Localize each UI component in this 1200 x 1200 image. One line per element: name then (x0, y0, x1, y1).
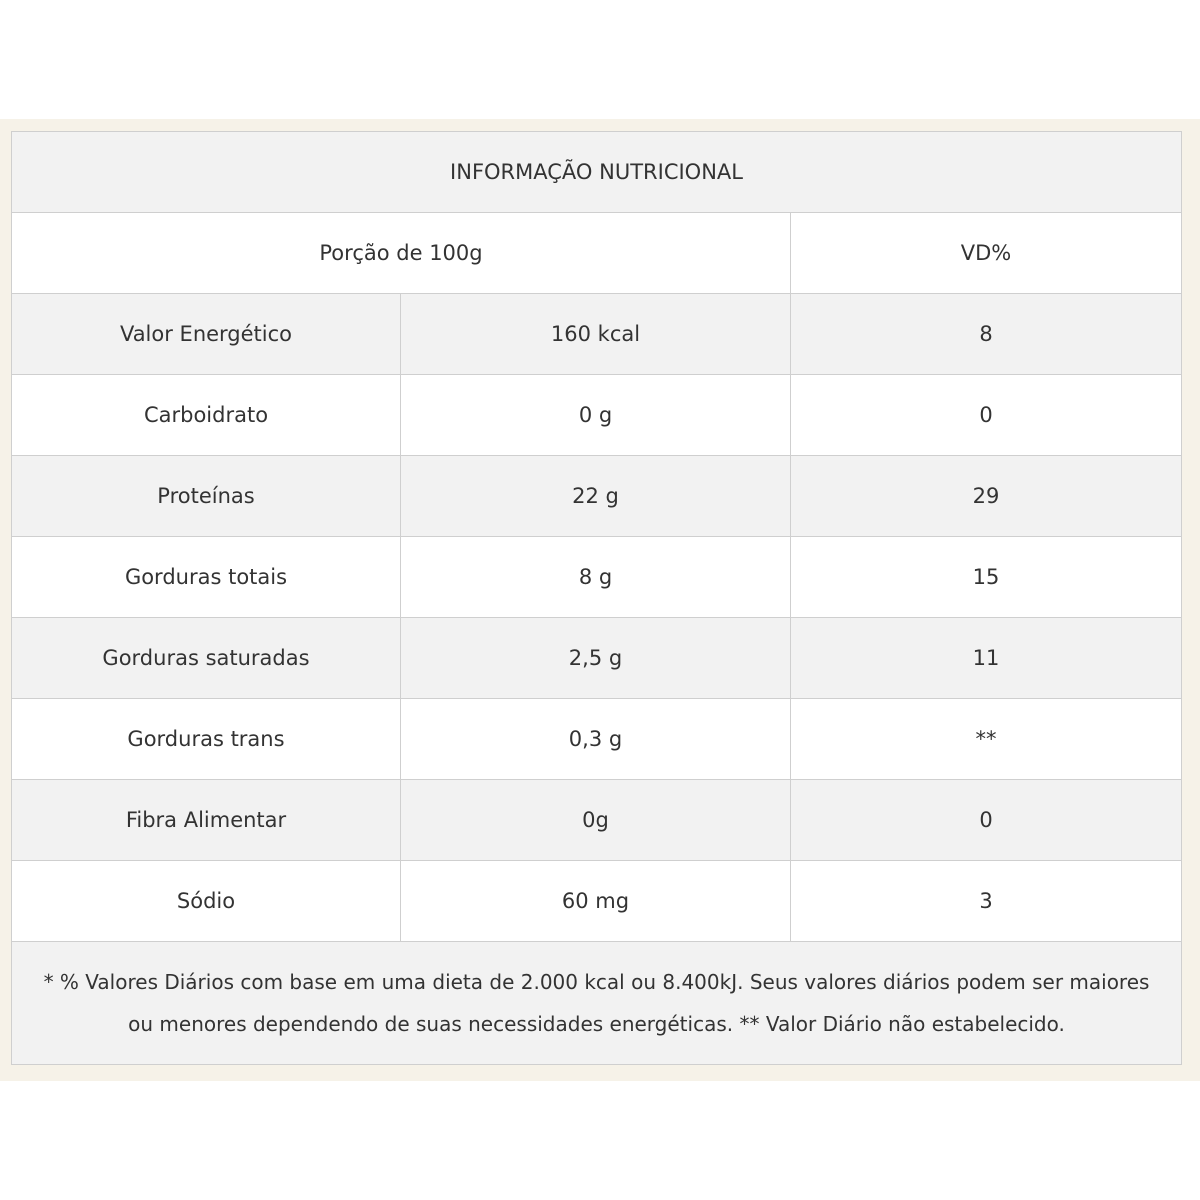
nutrient-vd: 0 (791, 375, 1182, 456)
nutrient-name: Valor Energético (12, 294, 401, 375)
header-row (12, 213, 1182, 294)
table-row (12, 294, 1182, 375)
nutrition-table (11, 131, 1182, 1065)
nutrient-amount: 160 kcal (401, 294, 791, 375)
vd-header: VD% (791, 213, 1182, 294)
nutrient-vd: 29 (791, 456, 1182, 537)
title-row (12, 132, 1182, 213)
nutrient-amount: 2,5 g (401, 618, 791, 699)
nutrient-name: Gorduras trans (12, 699, 401, 780)
portion-header: Porção de 100g (12, 213, 791, 294)
nutrient-vd: 0 (791, 780, 1182, 861)
nutrient-name: Fibra Alimentar (12, 780, 401, 861)
table-row (12, 456, 1182, 537)
table-row (12, 780, 1182, 861)
table-title: INFORMAÇÃO NUTRICIONAL (12, 132, 1182, 213)
nutrient-vd: 8 (791, 294, 1182, 375)
table-row (12, 618, 1182, 699)
footnote: * % Valores Diários com base em uma dieta de 2.000 kcal ou 8.400kJ. Seus valores diários podem ser maiores ou menores dependendo de suas necessidades energéticas. ** Valor Diário não estabelecido. (12, 942, 1182, 1065)
nutrient-amount: 0 g (401, 375, 791, 456)
nutrient-vd: ** (791, 699, 1182, 780)
table-row (12, 861, 1182, 942)
nutrient-vd: 3 (791, 861, 1182, 942)
nutrient-amount: 60 mg (401, 861, 791, 942)
footnote-row (12, 942, 1182, 1065)
table-row (12, 375, 1182, 456)
nutrient-name: Gorduras totais (12, 537, 401, 618)
nutrient-amount: 0,3 g (401, 699, 791, 780)
nutrient-name: Sódio (12, 861, 401, 942)
table-row (12, 699, 1182, 780)
nutrient-amount: 22 g (401, 456, 791, 537)
nutrient-amount: 0g (401, 780, 791, 861)
nutrient-vd: 15 (791, 537, 1182, 618)
nutrient-name: Gorduras saturadas (12, 618, 401, 699)
nutrient-amount: 8 g (401, 537, 791, 618)
nutrient-name: Proteínas (12, 456, 401, 537)
table-row (12, 537, 1182, 618)
nutrient-name: Carboidrato (12, 375, 401, 456)
nutrient-vd: 11 (791, 618, 1182, 699)
